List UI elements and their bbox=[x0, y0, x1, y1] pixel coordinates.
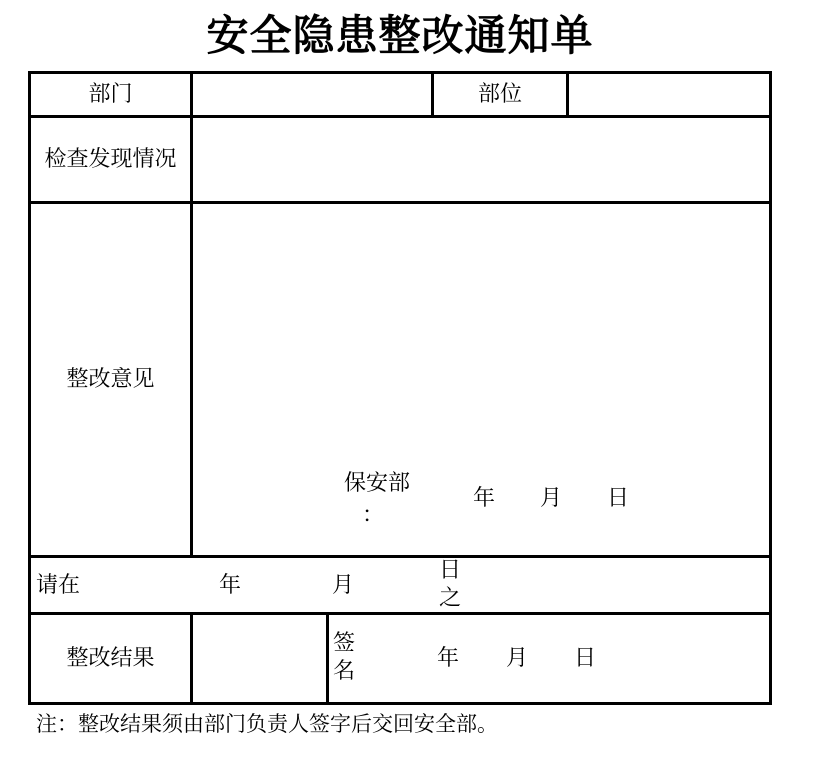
result-label: 整改结果 bbox=[66, 645, 155, 671]
location-label: 部位 bbox=[477, 81, 522, 107]
department-label: 部门 bbox=[88, 81, 133, 107]
location-field[interactable] bbox=[569, 74, 769, 115]
deadline-year-label: 年 bbox=[219, 573, 242, 598]
deadline-month-label: 月 bbox=[332, 573, 355, 598]
deadline-zhi-char: 之 bbox=[438, 586, 461, 611]
row-divider-3 bbox=[28, 555, 772, 558]
deadline-prefix: 请在 bbox=[36, 573, 81, 598]
result-sign-label bbox=[331, 630, 357, 686]
opinion-label: 整改意见 bbox=[66, 366, 155, 392]
deadline-day-label bbox=[437, 557, 463, 613]
department-field[interactable] bbox=[193, 74, 431, 115]
findings-label: 检查发现情况 bbox=[44, 146, 177, 172]
footnote: 注：整改结果须由部门负责人签字后交回安全部。 bbox=[36, 712, 498, 736]
deadline-day-char: 日 bbox=[438, 558, 461, 583]
sign-char: 签 bbox=[332, 631, 355, 656]
opinion-month-label: 月 bbox=[540, 486, 563, 511]
opinion-year-label: 年 bbox=[473, 486, 496, 511]
sign-column-divider bbox=[326, 612, 329, 705]
opinion-signer-colon: ： bbox=[362, 503, 385, 528]
table-border-bottom bbox=[28, 702, 772, 705]
result-field[interactable] bbox=[193, 615, 326, 702]
findings-field[interactable] bbox=[193, 118, 769, 201]
table-border-right bbox=[769, 71, 772, 705]
result-day-label: 日 bbox=[574, 646, 597, 671]
result-year-label: 年 bbox=[437, 646, 460, 671]
opinion-signer-label: 保安部 bbox=[344, 471, 411, 496]
result-month-label: 月 bbox=[506, 646, 529, 671]
form-title: 安全隐患整改通知单 bbox=[206, 11, 594, 60]
opinion-day-label: 日 bbox=[607, 486, 630, 511]
name-char: 名 bbox=[332, 659, 355, 684]
